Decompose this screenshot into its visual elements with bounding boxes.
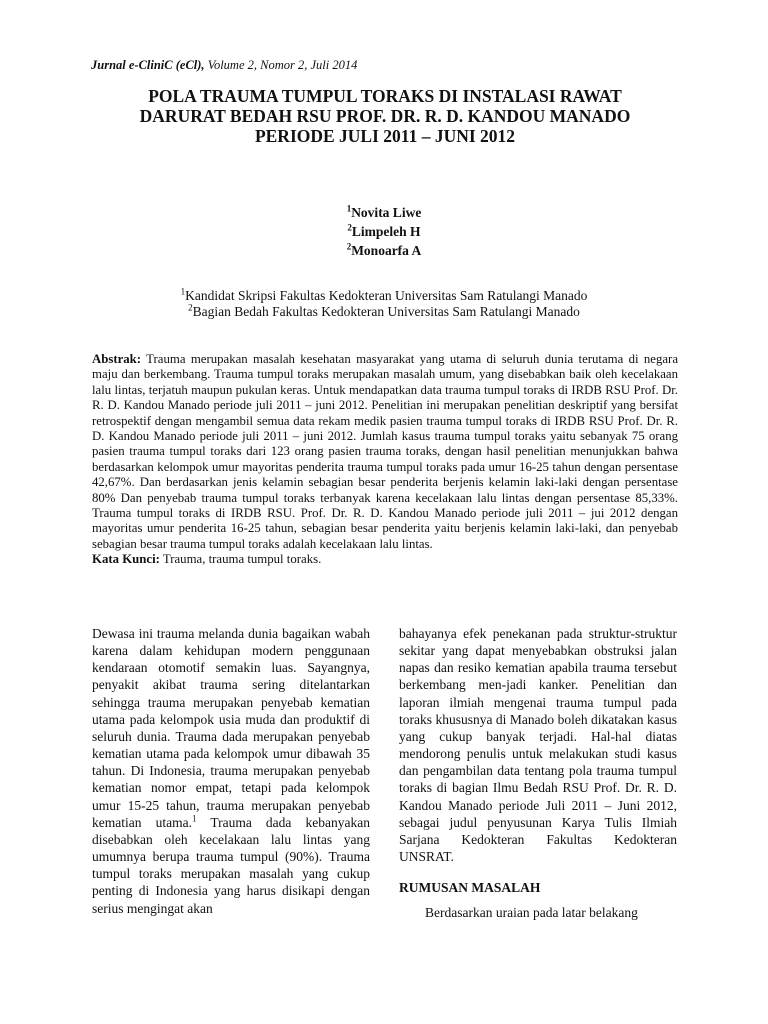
left-column <box>92 625 370 917</box>
title-line-2: DARURAT BEDAH RSU PROF. DR. R. D. KANDOU MANADO <box>139 106 631 126</box>
affiliation-text: Bagian Bedah Fakultas Kedokteran Universitas Sam Ratulangi Manado <box>192 304 580 319</box>
intro-paragraph <box>92 625 370 917</box>
author-list <box>0 203 768 260</box>
title-line-3: PERIODE JULI 2011 – JUNI 2012 <box>254 126 516 146</box>
abstract-text: Trauma merupakan masalah kesehatan masyarakat yang utama di seluruh dunia terutama di negara maju dan berkembang. Trauma tumpul toraks merupakan masalah umum, yang disebabkan baik oleh kecelakaan lalu lintas, terjatuh maupun pukulan keras. Untuk mendapatkan data trauma tumpul toraks di IRDB RSU Prof. Dr. R. D. Kandou Manado periode juli 2011 – juni 2012. Penelitian ini merupakan penelitian deskriptif yang bersifat retrospektif dengan mengambil semua data rekam medik pasien trauma tumpul toraks di IRDB RSU Prof. Dr. R. D. Kandou Manado periode juli 2011 – juni 2012. Jumlah kasus trauma tumpul toraks yaitu sebanyak 75 orang pasien trauma tumpul toraks dari 123 orang pasien trauma toraks, dengan hasil penelitian menunjukkan bahwa berdasarkan kelompok umur mayoritas penderita trauma tumpul toraks pada umur 16-25 tahun dengan persentase 42,67%. Dan berdasarkan jenis kelamin sebagian besar penderita berjenis kelamin laki-laki dengan persentase 80% Dan penyebab trauma tumpul toraks terbanyak karena kecelakaan lalu lintas dengan persentase 85,33%. Trauma tumpul toraks di IRDB RSU. Prof. Dr. R. D. Kandou Manado periode juli 2011 – jui 2012 dengan mayoritas umur penderita 16-25 tahun, sebagian besar penderita yaitu berjenis kelamin laki-laki, dan penyebab sebagian besar trauma tumpul toraks adalah kecelakaan lalu lintas. <box>92 352 678 551</box>
journal-info: Volume 2, Nomor 2, Juli 2014 <box>207 58 358 72</box>
abstract-body <box>92 352 678 552</box>
author-sup: 1 <box>346 203 352 214</box>
author <box>0 203 768 222</box>
affiliation-sup: 2 <box>188 302 193 313</box>
affiliation <box>0 304 768 320</box>
intro-text-part-1: Dewasa ini trauma melanda dunia bagaikan wabah karena dalam kehidupan modern penggunaan kendaraan otomotif semakin luas. Sayangnya, penyakit akibat trauma sering ditelantarkan sehingga trauma merupakan penyebab kematian utama pada kelompok usia muda dan produktif di seluruh dunia. Trauma dada merupakan penyebab kematian utama pada kelompok umur dibawah 35 tahun. Di Indonesia, trauma merupakan penyebab kematian nomor empat, tetapi pada kelompok umur 15-25 tahun, trauma merupakan penyebab kematian utama. <box>92 626 370 830</box>
affiliations <box>0 288 768 320</box>
affiliation <box>0 288 768 304</box>
journal-header <box>91 58 357 73</box>
abstract <box>92 352 678 568</box>
affiliation-text: Kandidat Skripsi Fakultas Kedokteran Universitas Sam Ratulangi Manado <box>185 288 588 303</box>
citation-ref: 1 <box>191 813 197 824</box>
keywords <box>92 552 678 567</box>
author-sup: 2 <box>346 241 352 252</box>
section-paragraph: Berdasarkan uraian pada latar belakang <box>425 905 638 921</box>
journal-name: Jurnal e-CliniC (eCl), <box>91 58 205 72</box>
intro-text-part-2: Trauma dada kebanyakan disebabkan oleh kecelakaan lalu lintas yang umumnya berupa trauma tumpul (90%). Trauma tumpul toraks merupakan masalah yang cukup penting di Indonesia yang harus disikapi dengan serius mengingat akan <box>92 814 370 916</box>
author <box>0 241 768 260</box>
author-name: Monoarfa A <box>351 243 422 258</box>
author-sup: 2 <box>347 222 352 233</box>
keywords-label: Kata Kunci: <box>92 552 160 567</box>
title-line-1: POLA TRAUMA TUMPUL TORAKS DI INSTALASI RAWAT <box>148 86 622 106</box>
intro-continuation: bahayanya efek penekanan pada struktur-struktur sekitar yang dapat menyebabkan obstruksi jalan napas dan resiko kematian apabila trauma tersebut berkembang men-jadi kanker. Penelitian dan laporan ilmiah mengenai trauma tumpul pada toraks khususnya di Manado boleh dikatakan kasus yang cukup banyak terjadi. Hal-hal diatas mendorong penulis untuk melakukan studi kasus dan pengambilan data tentang pola trauma tumpul toraks di bagian Ilmu Bedah RSU Prof. Dr. R. D. Kandou Manado periode Juli 2011 – Juni 2012, sebagai judul penyusunan Karya Tulis Ilmiah Sarjana Kedokteran Fakultas Kedokteran UNSRAT. <box>399 626 677 865</box>
paper-title <box>80 86 690 146</box>
section-heading: RUMUSAN MASALAH <box>399 880 541 896</box>
keywords-text: Trauma, trauma tumpul toraks. <box>162 552 322 567</box>
author <box>0 222 768 241</box>
author-name: Novita Liwe <box>351 205 422 220</box>
right-column <box>399 625 677 922</box>
author-name: Limpeleh H <box>351 224 421 239</box>
affiliation-sup: 1 <box>180 286 186 297</box>
abstract-label: Abstrak: <box>92 352 142 366</box>
